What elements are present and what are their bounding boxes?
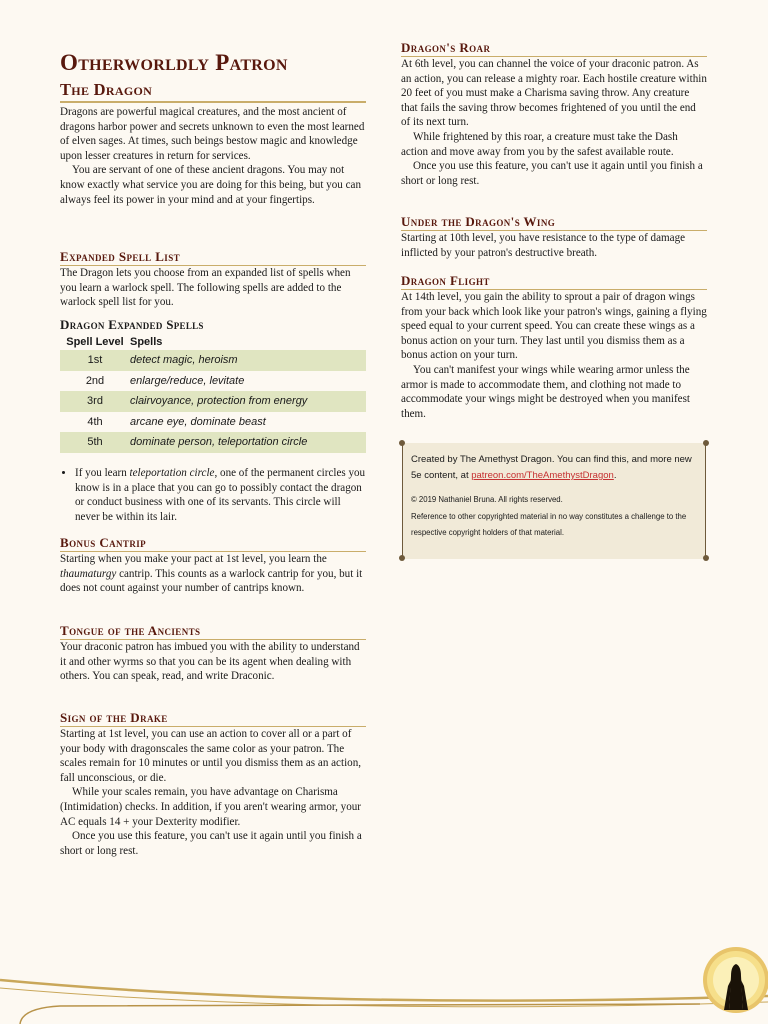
credits-note [402, 443, 706, 559]
note-corner-ornament [399, 555, 405, 561]
intro-paragraph: Dragons are powerful magical creatures, and the most ancient of dragons harbor power and secrets unknown to even the most learned of elven sages. At times, such beings bestow magic and knowledge upon lesser creatures in return for services. [60, 106, 365, 162]
patreon-link[interactable]: patreon.com/TheAmethystDragon [471, 470, 614, 481]
spells-cell: dominate person, teleportation circle [130, 432, 366, 453]
table-row [60, 350, 366, 371]
expanded-spell-list-section [60, 249, 366, 310]
teleportation-note [60, 466, 366, 524]
spell-level-cell: 3rd [60, 391, 130, 412]
spells-cell: detect magic, heroism [130, 350, 366, 371]
tongue-text: Your draconic patron has imbued you with the ability to understand it and other wyrms so that you can be its agent when dealing with others. You can speak, read, and write Draconic. [60, 641, 360, 683]
bonus-cantrip-heading: Bonus Cantrip [60, 535, 366, 552]
spell-level-cell: 4th [87, 415, 103, 428]
dragon-flight-heading: Dragon Flight [401, 273, 707, 290]
sign-paragraph: Starting at 1st level, you can use an action to cover all or a part of your body with dragonscales the same color as your patron. The scales remain for 10 minutes or until you dismiss them as an action, fall unconscious, or die. [60, 728, 362, 784]
expanded-spell-list-heading: Expanded Spell List [60, 249, 366, 266]
bonus-cantrip-section [60, 535, 366, 596]
dragon-flight-section [401, 273, 707, 421]
dragons-wing-text: Starting at 10th level, you have resistance to the type of damage inflicted by your patron's destructive breath. [401, 232, 686, 259]
spell-level-cell: 2nd [85, 374, 105, 387]
spell-level-header: Spell Level [66, 335, 124, 348]
author-name: The Amethyst Dragon [459, 454, 552, 465]
sign-of-drake-heading: Sign of the Drake [60, 710, 366, 727]
fivee-label: 5e [411, 470, 422, 481]
spell-table-title: Dragon Expanded Spells [60, 317, 204, 332]
footer-gold-line [0, 980, 768, 1001]
intro-paragraph: You are servant of one of these ancient dragons. You may not know exactly what service you are doing for this being, but you can always feel its power in your mind and at your fingertips. [60, 164, 361, 206]
sign-of-drake-section [60, 710, 366, 858]
note-corner-ornament [703, 555, 709, 561]
flight-paragraph: At 14th level, you gain the ability to sprout a pair of dragon wings from your back which look like your patron's wings, gaining a flying speed equal to your current speed. You can create these wings as a bonus action on your turn. They last until you dismiss them as a bonus action on your turn. [401, 291, 707, 362]
list-item: • If you learn teleportation circle, one of the permanent circles you know is in a place that you can go to possibly contact the dragon or conduct business with one of its servants. This circle will never be within its lair. [75, 466, 366, 524]
expanded-spell-list-text: The Dragon lets you choose from an expanded list of spells when you learn a warlock spell. The following spells are added to the warlock spell list for you. [60, 267, 351, 309]
subtitle-rule [60, 101, 366, 103]
footer-gold-line [20, 1004, 700, 1024]
dragons-wing-section [401, 214, 707, 260]
bonus-cantrip-text: Starting when you make your pact at 1st level, you learn the thaumaturgy cantrip. This counts as a warlock cantrip for you, but it does not count against your number of cantrips known. [60, 553, 363, 595]
spell-level-cell: 5th [60, 432, 130, 453]
dragons-roar-section [401, 40, 707, 188]
spell-table-block [60, 317, 366, 453]
table-row [60, 432, 366, 453]
note-corner-ornament [399, 440, 405, 446]
spells-header: Spells [130, 335, 163, 348]
dragons-roar-heading: Dragon's Roar [401, 40, 707, 57]
copyright-text: © 2019 Nathaniel Bruna. All rights reserved. [411, 495, 563, 504]
sign-paragraph: While your scales remain, you have advantage on Charisma (Intimidation) checks. In addition, if you aren't wearing armor, your AC equals 14 + your Dexterity modifier. [60, 786, 361, 828]
flight-paragraph: You can't manifest your wings while wearing armor unless the armor is made to accommodate them, and clothing not made to accommodate your wings might be destroyed when you manifest them. [401, 363, 690, 420]
credits-text: Created by The Amethyst Dragon. You can find this, and more new 5e content, at patreon.com/TheAmethystDragon. [411, 454, 692, 481]
spells-cell: enlarge/reduce, levitate [130, 374, 245, 387]
spell-table [60, 333, 366, 453]
page-title: Otherworldly Patron [60, 50, 288, 75]
table-row [60, 371, 366, 392]
roar-paragraph: While frightened by this roar, a creature must take the Dash action and move away from you by the safest available route. [401, 130, 678, 158]
roar-paragraph: At 6th level, you can channel the voice of your draconic patron. As an action, you can release a mighty roar. Each hostile creature within 20 feet of you must make a Charisma saving throw. Any creature that fails the saving throw becomes frightened of you until the end of its next turn. [401, 58, 707, 129]
footer-ornament [0, 940, 768, 1024]
tongue-heading: Tongue of the Ancients [60, 623, 366, 640]
dragons-wing-heading: Under the Dragon's Wing [401, 214, 707, 231]
disclaimer-text: Reference to other copyrighted material in no way constitutes a challenge to the respective copyright holders of that material. [411, 511, 687, 537]
tongue-section [60, 623, 366, 684]
sign-paragraph: Once you use this feature, you can't use it again until you finish a short or long rest. [60, 830, 362, 857]
bullet-list [60, 466, 366, 524]
table-row [60, 391, 366, 412]
roar-paragraph: Once you use this feature, you can't use it again until you finish a short or long rest. [401, 160, 703, 187]
spells-cell: clairvoyance, protection from energy [130, 391, 366, 412]
subtitle-block [60, 80, 366, 103]
table-row [60, 412, 366, 433]
subtitle: The Dragon [60, 80, 153, 99]
spell-level-cell: 1st [60, 350, 130, 371]
spell-table-header-row [60, 333, 366, 350]
spells-cell: arcane eye, dominate beast [130, 415, 266, 428]
note-corner-ornament [703, 440, 709, 446]
hooded-figure-medallion-icon [703, 947, 768, 1013]
intro-block [60, 105, 366, 207]
